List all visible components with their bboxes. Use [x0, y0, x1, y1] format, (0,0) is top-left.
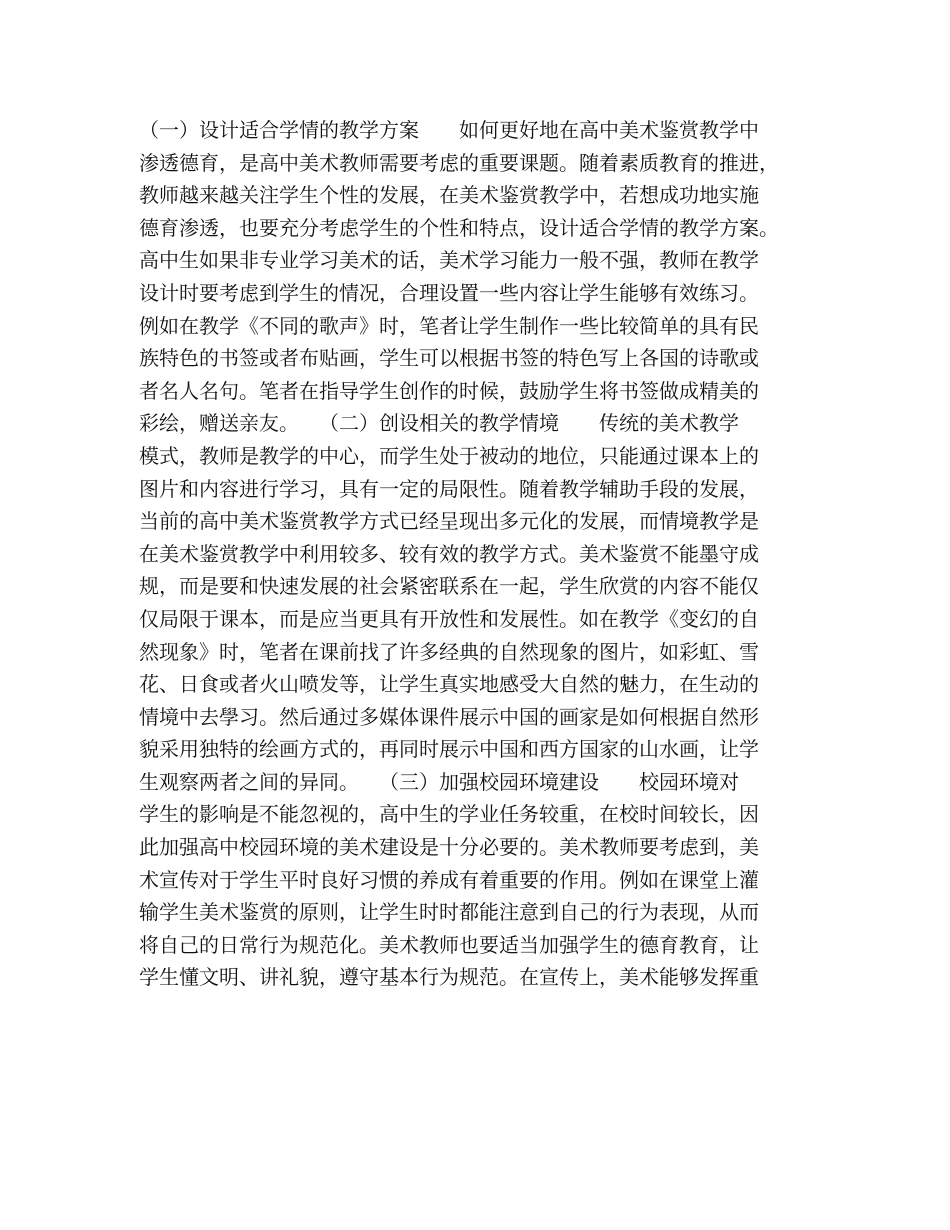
text-line: 将自己的日常行为规范化。美术教师也要适当加强学生的德育教育，让	[139, 932, 759, 957]
text-line: 当前的高中美术鉴赏教学方式已经呈现出多元化的发展，而情境教学是	[139, 509, 759, 534]
text-line: 者名人名句。笔者在指导学生创作的时候，鼓励学生将书签做成精美的	[139, 378, 759, 403]
text-line: 德育渗透，也要充分考虑学生的个性和特点，设计适合学情的教学方案。	[139, 215, 779, 240]
body-text	[139, 114, 829, 994]
text-line: 貌采用独特的绘画方式的，再同时展示中国和西方国家的山水画，让学	[139, 737, 759, 762]
text-line: 然现象》时，笔者在课前找了许多经典的自然现象的图片，如彩虹、雪	[139, 639, 759, 664]
text-line: （一）设计适合学情的教学方案 如何更好地在高中美术鉴赏教学中	[139, 118, 759, 142]
text-line: 例如在教学《不同的歌声》时，笔者让学生制作一些比较简单的具有民	[139, 313, 759, 338]
text-line: 仅局限于课本，而是应当更具有开放性和发展性。如在教学《变幻的自	[139, 606, 759, 631]
text-line: 图片和内容进行学习，具有一定的局限性。随着教学辅助手段的发展，	[139, 476, 759, 501]
text-line: 此加强高中校园环境的美术建设是十分必要的。美术教师要考虑到，美	[139, 835, 759, 860]
text-line: 教师越来越关注学生个性的发展，在美术鉴赏教学中，若想成功地实施	[139, 183, 759, 208]
text-line: 规，而是要和快速发展的社会紧密联系在一起，学生欣赏的内容不能仅	[139, 574, 759, 599]
text-line: 模式，教师是教学的中心，而学生处于被动的地位，只能通过课本上的	[139, 443, 759, 468]
text-line: 学生懂文明、讲礼貌，遵守基本行为规范。在宣传上，美术能够发挥重	[139, 965, 759, 990]
text-line: 学生的影响是不能忽视的，高中生的学业任务较重，在校时间较长，因	[139, 802, 759, 827]
text-line: 渗透德育，是高中美术教师需要考虑的重要课题。随着素质教育的推进，	[139, 150, 779, 175]
text-line: 情境中去學习。然后通过多媒体课件展示中国的画家是如何根据自然形	[139, 704, 759, 729]
text-line: 高中生如果非专业学习美术的话，美术学习能力一般不强，教师在教学	[139, 248, 759, 273]
text-line: 在美术鉴赏教学中利用较多、较有效的教学方式。美术鉴赏不能墨守成	[139, 541, 759, 566]
text-line: 设计时要考虑到学生的情况，合理设置一些内容让学生能够有效练习。	[139, 280, 759, 305]
text-line: 输学生美术鉴赏的原则，让学生时时都能注意到自己的行为表现，从而	[139, 900, 759, 925]
text-line: 术宣传对于学生平时良好习惯的养成有着重要的作用。例如在课堂上灌	[139, 867, 759, 892]
text-line: 花、日食或者火山喷发等，让学生真实地感受大自然的魅力，在生动的	[139, 672, 759, 697]
text-line: 生观察两者之间的异同。 （三）加强校园环境建设 校园环境对	[139, 769, 739, 794]
text-line: 彩绘，赠送亲友。 （二）创设相关的教学情境 传统的美术教学	[139, 411, 739, 436]
text-line: 族特色的书签或者布贴画，学生可以根据书签的特色写上各国的诗歌或	[139, 346, 759, 371]
